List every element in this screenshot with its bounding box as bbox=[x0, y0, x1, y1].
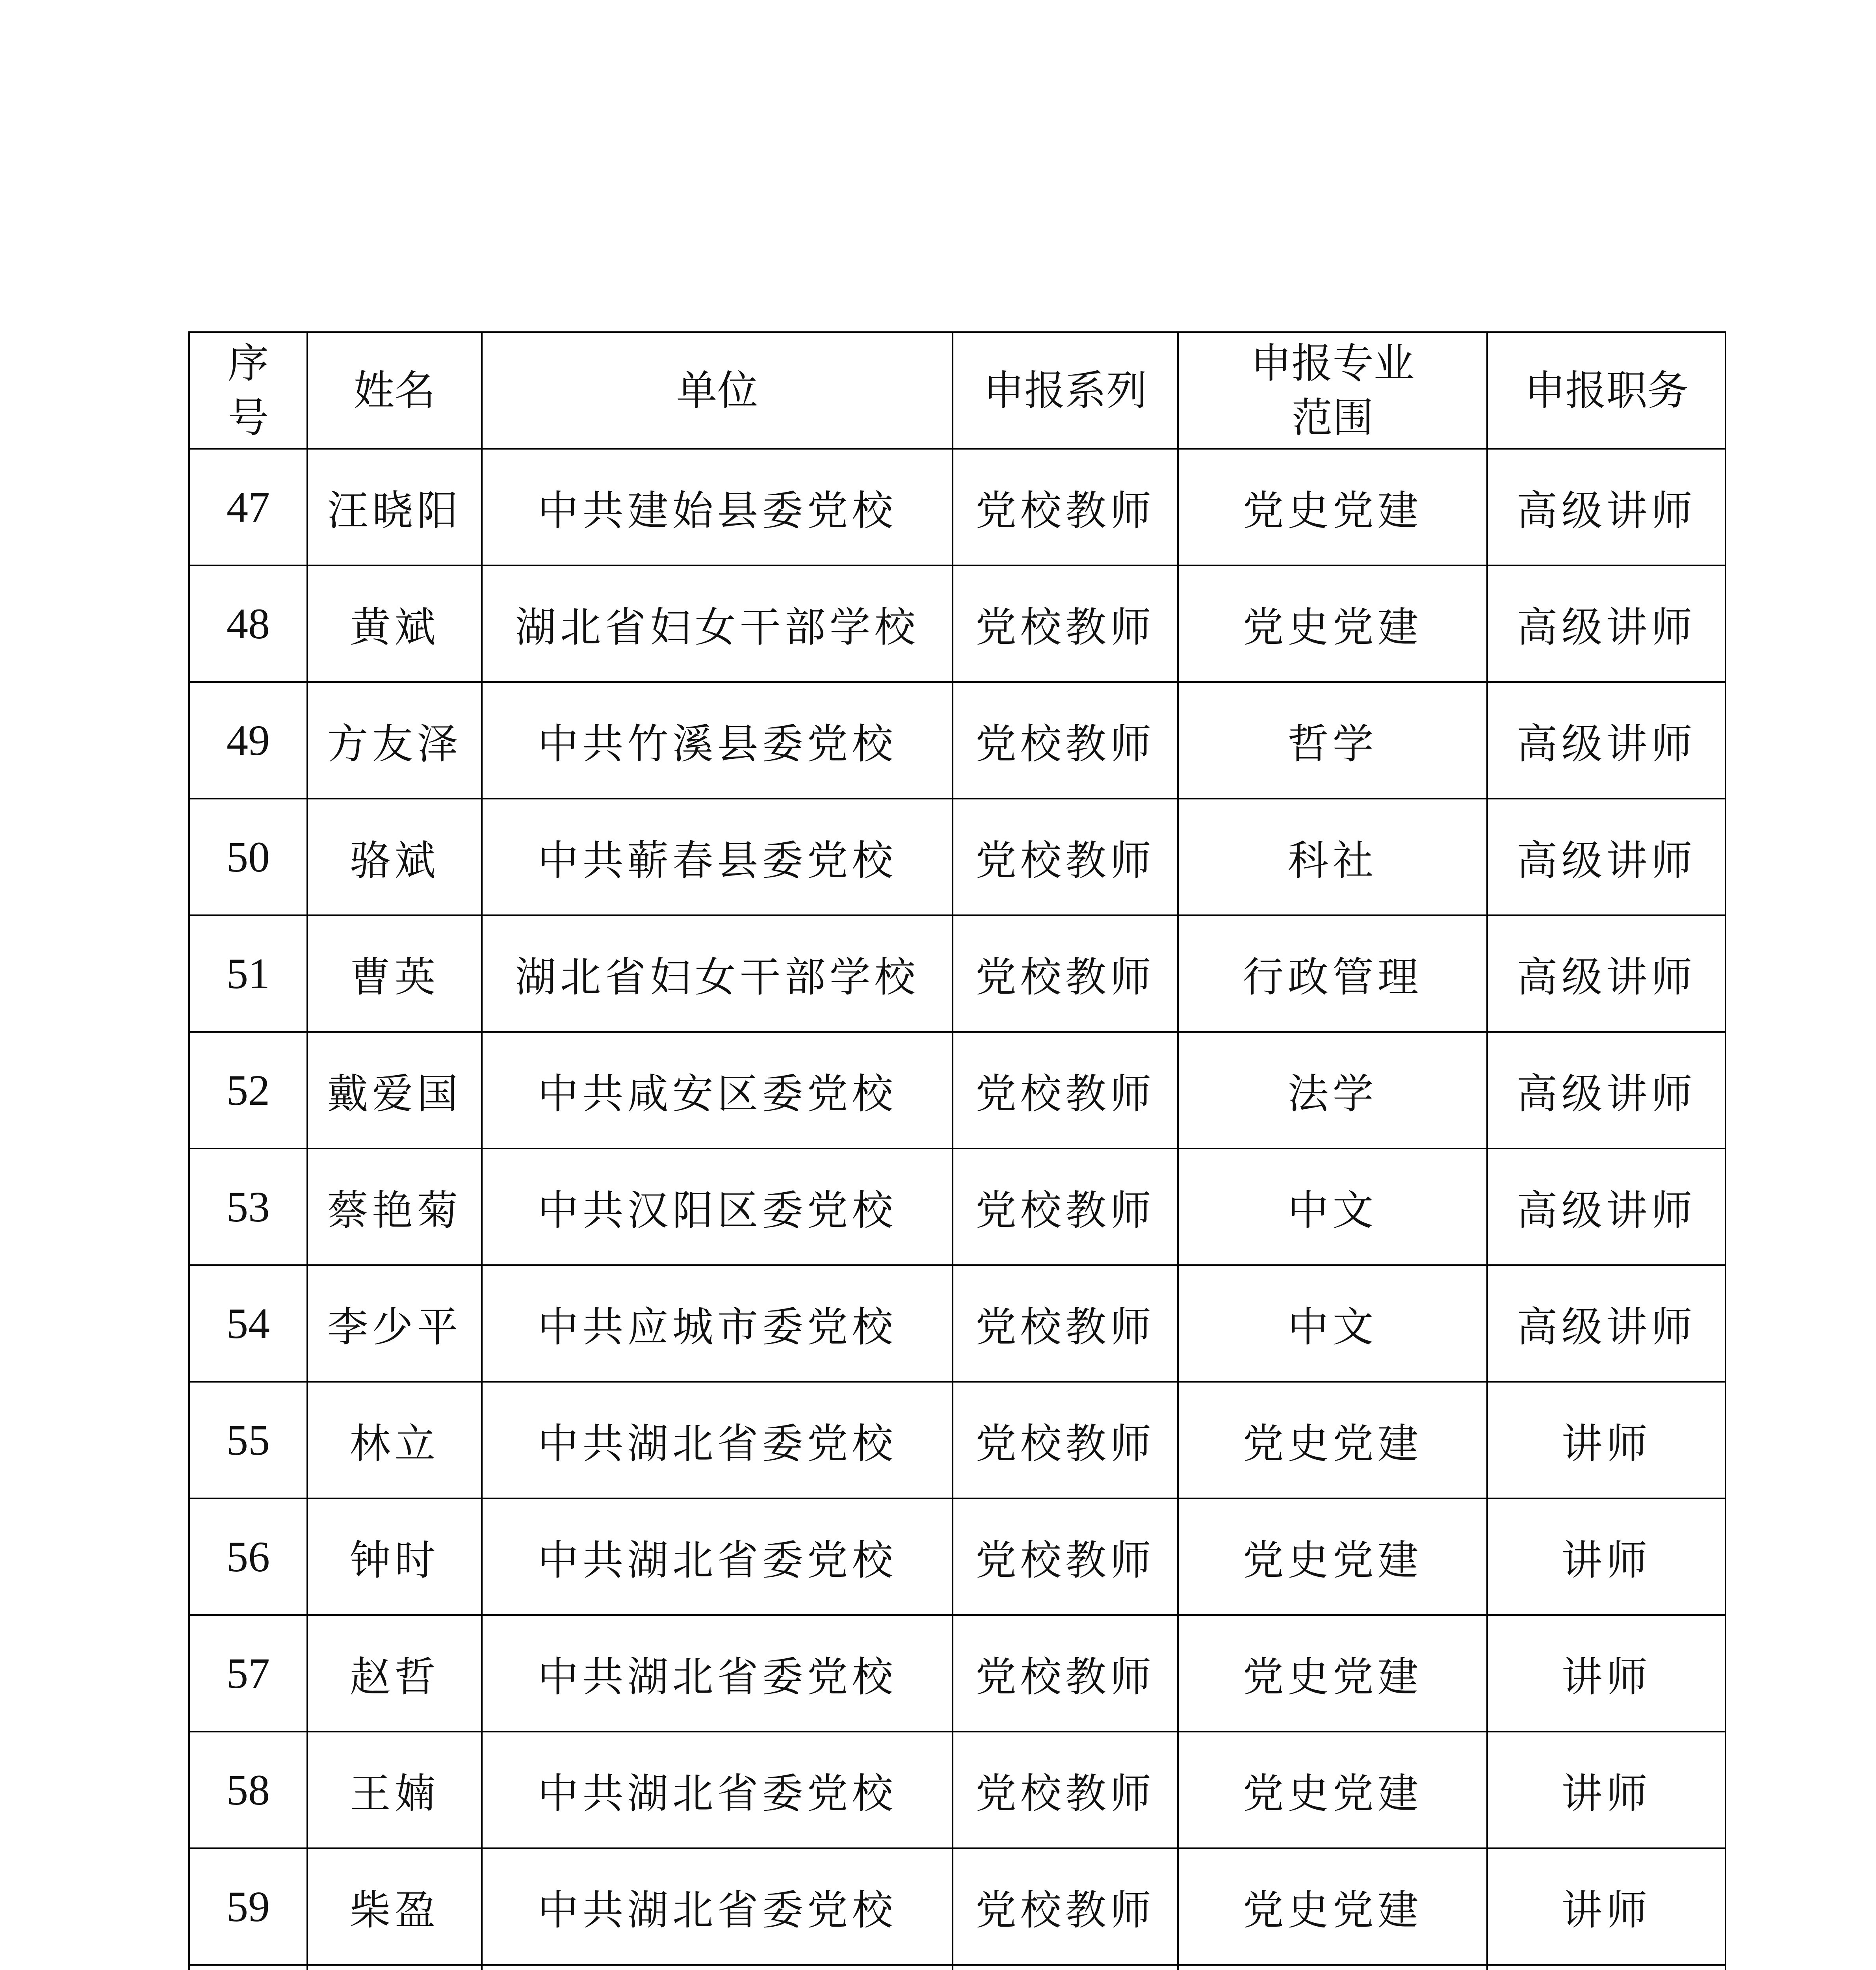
cell-position: 高级讲师 bbox=[1487, 565, 1726, 682]
header-seq bbox=[189, 332, 307, 449]
cell-series: 党校教师 bbox=[953, 799, 1178, 915]
cell-unit: 中共竹溪县委党校 bbox=[482, 682, 953, 799]
cell-name: 骆斌 bbox=[307, 799, 482, 915]
cell-name: 曹英 bbox=[307, 915, 482, 1032]
cell-position: 高级讲师 bbox=[1487, 915, 1726, 1032]
header-unit: 单位 bbox=[482, 332, 953, 449]
cell-major: 哲学 bbox=[1178, 682, 1487, 799]
cell-major bbox=[1178, 1965, 1487, 1970]
header-seq-line1: 序 bbox=[227, 339, 269, 387]
cell-position: 讲师 bbox=[1487, 1848, 1726, 1965]
table-body bbox=[189, 449, 1726, 1970]
cell-position: 高级讲师 bbox=[1487, 449, 1726, 565]
cell-series: 党校教师 bbox=[953, 1732, 1178, 1848]
table-row bbox=[189, 1965, 1726, 1970]
cell-unit: 中共湖北省委党校 bbox=[482, 1498, 953, 1615]
cell-position: 讲师 bbox=[1487, 1498, 1726, 1615]
cell-unit: 中共汉阳区委党校 bbox=[482, 1149, 953, 1265]
cell-unit: 中共应城市委党校 bbox=[482, 1265, 953, 1382]
cell-position bbox=[1487, 1965, 1726, 1970]
cell-name: 王婻 bbox=[307, 1732, 482, 1848]
cell-name: 蔡艳菊 bbox=[307, 1149, 482, 1265]
cell-seq: 49 bbox=[189, 682, 307, 799]
table-row bbox=[189, 682, 1726, 799]
cell-unit: 湖北省妇女干部学校 bbox=[482, 565, 953, 682]
cell-series: 党校教师 bbox=[953, 915, 1178, 1032]
header-major-line1: 申报专业 bbox=[1250, 339, 1415, 387]
table-row bbox=[189, 1382, 1726, 1498]
cell-seq: 47 bbox=[189, 449, 307, 565]
cell-name: 柴盈 bbox=[307, 1848, 482, 1965]
cell-series: 党校教师 bbox=[953, 1848, 1178, 1965]
cell-position: 高级讲师 bbox=[1487, 1265, 1726, 1382]
table-row bbox=[189, 1848, 1726, 1965]
cell-seq: 50 bbox=[189, 799, 307, 915]
cell-major: 党史党建 bbox=[1178, 1732, 1487, 1848]
cell-position: 讲师 bbox=[1487, 1382, 1726, 1498]
cell-major: 党史党建 bbox=[1178, 449, 1487, 565]
cell-seq: 53 bbox=[189, 1149, 307, 1265]
cell-name: 赵哲 bbox=[307, 1615, 482, 1732]
table-row bbox=[189, 1149, 1726, 1265]
cell-position: 高级讲师 bbox=[1487, 682, 1726, 799]
cell-name: 林立 bbox=[307, 1382, 482, 1498]
table-row bbox=[189, 449, 1726, 565]
cell-series: 党校教师 bbox=[953, 1265, 1178, 1382]
table-row bbox=[189, 1032, 1726, 1149]
cell-name: 汪晓阳 bbox=[307, 449, 482, 565]
cell-series: 党校教师 bbox=[953, 1615, 1178, 1732]
table-header-row bbox=[189, 332, 1726, 449]
cell-series: 党校教师 bbox=[953, 1149, 1178, 1265]
cell-major: 党史党建 bbox=[1178, 1498, 1487, 1615]
cell-position: 高级讲师 bbox=[1487, 799, 1726, 915]
table-row bbox=[189, 799, 1726, 915]
cell-name: 方友泽 bbox=[307, 682, 482, 799]
cell-major: 党史党建 bbox=[1178, 1848, 1487, 1965]
table-row bbox=[189, 1732, 1726, 1848]
cell-major: 党史党建 bbox=[1178, 1615, 1487, 1732]
cell-name: 戴爱国 bbox=[307, 1032, 482, 1149]
cell-unit: 中共咸安区委党校 bbox=[482, 1032, 953, 1149]
cell-name bbox=[307, 1965, 482, 1970]
table-row bbox=[189, 1615, 1726, 1732]
cell-unit: 中共蕲春县委党校 bbox=[482, 799, 953, 915]
cell-series: 党校教师 bbox=[953, 1498, 1178, 1615]
cell-unit: 中共湖北省委党校 bbox=[482, 1732, 953, 1848]
cell-series: 党校教师 bbox=[953, 682, 1178, 799]
cell-name: 钟时 bbox=[307, 1498, 482, 1615]
table-row bbox=[189, 1265, 1726, 1382]
table-row bbox=[189, 565, 1726, 682]
cell-seq: 52 bbox=[189, 1032, 307, 1149]
cell-seq: 54 bbox=[189, 1265, 307, 1382]
cell-series bbox=[953, 1965, 1178, 1970]
cell-unit: 中共建始县委党校 bbox=[482, 449, 953, 565]
cell-major: 法学 bbox=[1178, 1032, 1487, 1149]
cell-series: 党校教师 bbox=[953, 1032, 1178, 1149]
cell-major: 中文 bbox=[1178, 1265, 1487, 1382]
cell-seq: 59 bbox=[189, 1848, 307, 1965]
cell-unit: 中共湖北省委党校 bbox=[482, 1615, 953, 1732]
cell-name: 黄斌 bbox=[307, 565, 482, 682]
header-series: 申报系列 bbox=[953, 332, 1178, 449]
cell-major: 科社 bbox=[1178, 799, 1487, 915]
header-position: 申报职务 bbox=[1487, 332, 1726, 449]
cell-major: 行政管理 bbox=[1178, 915, 1487, 1032]
roster-table bbox=[188, 331, 1726, 1970]
cell-series: 党校教师 bbox=[953, 449, 1178, 565]
cell-unit: 湖北省妇女干部学校 bbox=[482, 915, 953, 1032]
cell-position: 高级讲师 bbox=[1487, 1149, 1726, 1265]
cell-seq: 57 bbox=[189, 1615, 307, 1732]
cell-seq: 58 bbox=[189, 1732, 307, 1848]
cell-seq bbox=[189, 1965, 307, 1970]
cell-name: 李少平 bbox=[307, 1265, 482, 1382]
cell-series: 党校教师 bbox=[953, 1382, 1178, 1498]
cell-major: 中文 bbox=[1178, 1149, 1487, 1265]
cell-seq: 55 bbox=[189, 1382, 307, 1498]
header-major-line2: 范围 bbox=[1291, 394, 1374, 442]
cell-position: 讲师 bbox=[1487, 1615, 1726, 1732]
cell-series: 党校教师 bbox=[953, 565, 1178, 682]
cell-position: 讲师 bbox=[1487, 1732, 1726, 1848]
cell-seq: 51 bbox=[189, 915, 307, 1032]
cell-unit: 中共湖北省委党校 bbox=[482, 1848, 953, 1965]
table-row bbox=[189, 1498, 1726, 1615]
cell-major: 党史党建 bbox=[1178, 565, 1487, 682]
cell-seq: 48 bbox=[189, 565, 307, 682]
header-major bbox=[1178, 332, 1487, 449]
cell-unit bbox=[482, 1965, 953, 1970]
cell-seq: 56 bbox=[189, 1498, 307, 1615]
cell-unit: 中共湖北省委党校 bbox=[482, 1382, 953, 1498]
header-seq-line2: 号 bbox=[227, 394, 269, 442]
cell-major: 党史党建 bbox=[1178, 1382, 1487, 1498]
cell-position: 高级讲师 bbox=[1487, 1032, 1726, 1149]
table-row bbox=[189, 915, 1726, 1032]
header-name: 姓名 bbox=[307, 332, 482, 449]
